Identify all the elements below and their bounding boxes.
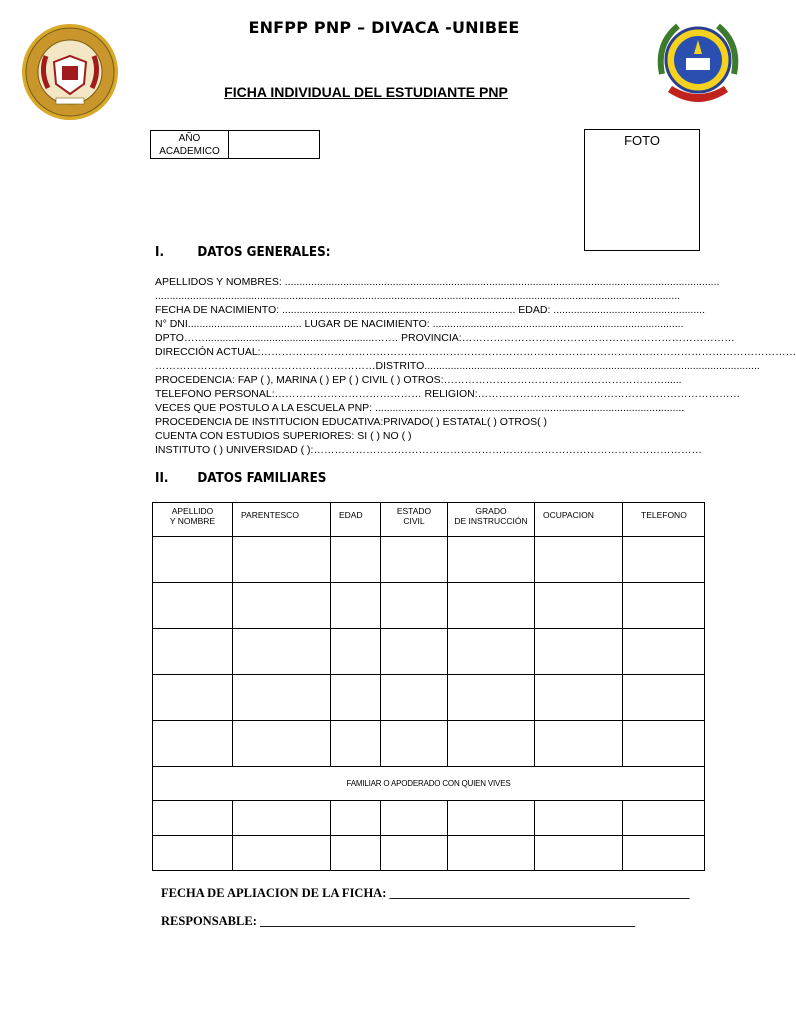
line-application-count[interactable]: VECES QUE POSTULO A LA ESCUELA PNP: .......................................................................................................... xyxy=(155,402,685,414)
line-school-origin[interactable]: PROCEDENCIA DE INSTITUCION EDUCATIVA:PRIVADO( ) ESTATAL( ) OTROS( ) xyxy=(155,416,548,428)
organization-title: ENFPP PNP – DIVACA -UNIBEE xyxy=(248,18,520,37)
column-header-age: EDAD xyxy=(331,503,381,537)
form-title: FICHA INDIVIDUAL DEL ESTUDIANTE PNP xyxy=(224,84,508,100)
table-row xyxy=(153,801,705,836)
line-phone-religion[interactable]: TELEFONO PERSONAL:…………………………………… RELIGION:………………………………………………………………… xyxy=(155,388,741,400)
table-row xyxy=(153,629,705,675)
application-date-field[interactable]: FECHA DE APLIACION DE LA FICHA: ________________________________________________ xyxy=(161,886,690,900)
column-header-occupation: OCUPACION xyxy=(535,503,623,537)
academic-year-label xyxy=(151,131,229,158)
line-origin[interactable]: PROCEDENCIA: FAP ( ), MARINA ( ) EP ( ) CIVIL ( ) OTROS:………………………………………………………...... xyxy=(155,374,682,386)
responsible-field[interactable]: RESPONSABLE: ____________________________________________________________ xyxy=(161,914,635,928)
table-row xyxy=(153,836,705,871)
line-dni-birthplace[interactable]: N° DNI....................................... LUGAR DE NACIMIENTO: ...................................................................................... xyxy=(155,318,684,330)
line-full-name[interactable]: APELLIDOS Y NOMBRES: ..................................................................................................................................................... xyxy=(155,276,720,288)
section-title: DATOS GENERALES: xyxy=(197,245,331,260)
guardian-label-row xyxy=(153,767,705,801)
table-row xyxy=(153,537,705,583)
column-header-phone: TELEFONO xyxy=(623,503,705,537)
academic-year-label-line1: AÑO xyxy=(178,133,201,144)
column-header-name: APELLIDO Y NOMBRE xyxy=(153,503,233,537)
column-header-education: GRADO DE INSTRUCCIÓN xyxy=(448,503,535,537)
line-higher-education[interactable]: CUENTA CON ESTUDIOS SUPERIORES: SI ( ) NO ( ) xyxy=(155,430,412,442)
section-number: II. xyxy=(155,471,169,486)
line-birth-date-age[interactable]: FECHA DE NACIMIENTO: ................................................................................ EDAD: .................................................... xyxy=(155,304,705,316)
academic-year-label-line2: ACADEMICO xyxy=(159,146,220,157)
photo-label: FOTO xyxy=(624,133,660,148)
section-number: I. xyxy=(155,245,164,260)
section-title: DATOS FAMILIARES xyxy=(197,471,327,486)
line-institute-university[interactable]: INSTITUTO ( ) UNIVERSIDAD ( ):………………………………………………………………………………………………… xyxy=(155,444,702,456)
line-current-address[interactable]: DIRECCIÓN ACTUAL:……………………………………………………………………………………………………………………………………… xyxy=(155,346,796,358)
academic-year-box xyxy=(150,130,320,159)
table-row xyxy=(153,583,705,629)
section-general-data-heading xyxy=(155,245,431,261)
line-district[interactable]: ………………………………………………………DISTRITO................................................................................................................... xyxy=(155,360,760,372)
column-header-marital-status: ESTADO CIVIL xyxy=(381,503,448,537)
line-full-name-continued[interactable]: .................................................................................................................................................................................... xyxy=(155,290,681,302)
table-row xyxy=(153,721,705,767)
academic-year-field[interactable] xyxy=(230,131,319,158)
police-emblem-logo xyxy=(20,22,120,122)
photo-box[interactable] xyxy=(584,129,700,251)
table-header-row xyxy=(153,503,705,537)
table-row xyxy=(153,675,705,721)
line-department-province[interactable]: DPTO……..........................................................……. PROVINCIA:…………………………………………………………………… xyxy=(155,332,735,344)
guardian-row-label: FAMILIAR O APODERADO CON QUIEN VIVES xyxy=(153,767,705,801)
section-family-data-heading xyxy=(155,471,431,487)
family-data-table xyxy=(152,502,705,871)
column-header-relationship: PARENTESCO xyxy=(233,503,331,537)
